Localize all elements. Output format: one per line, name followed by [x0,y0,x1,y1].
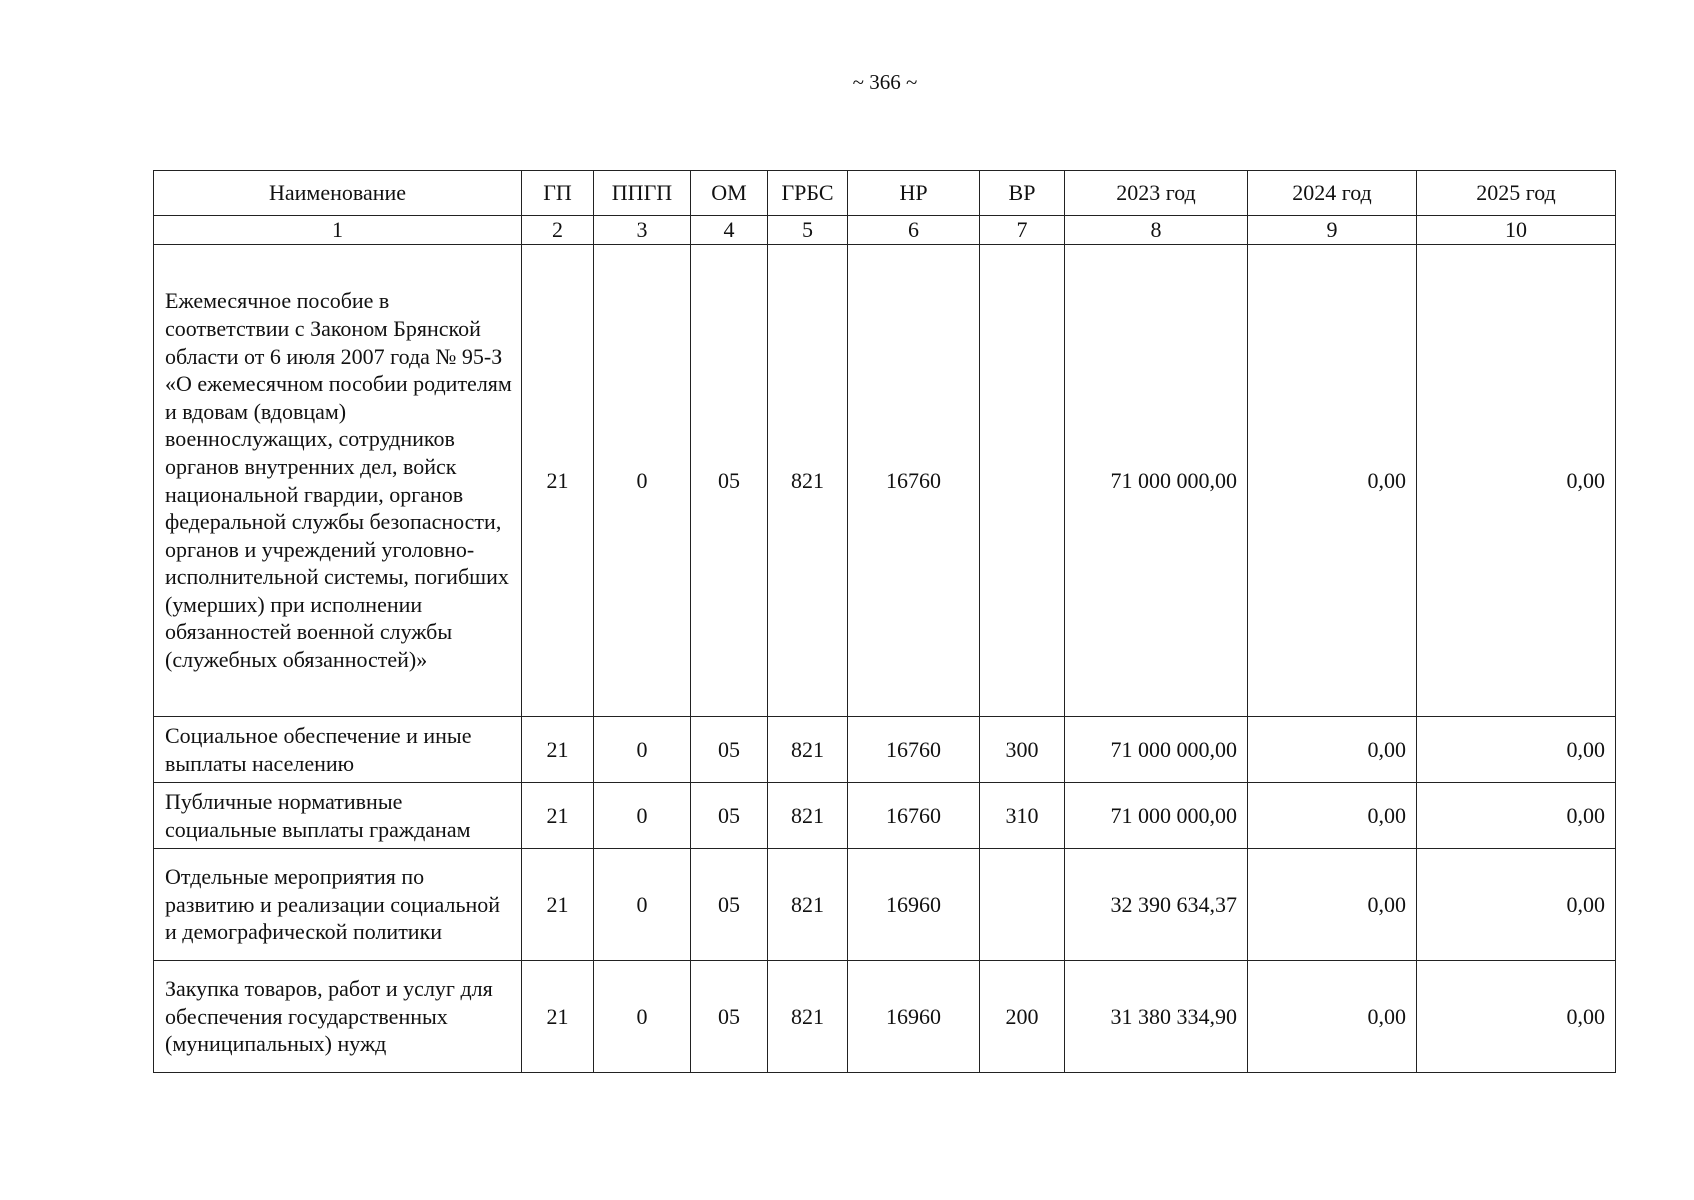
cell-2023: 71 000 000,00 [1065,717,1248,783]
column-number: 3 [594,216,691,245]
row-name: Закупка товаров, работ и услуг для обеспечения государственных (муниципальных) нужд [154,961,522,1073]
column-number: 4 [691,216,768,245]
header-name: Наименование [154,171,522,216]
cell-om: 05 [691,783,768,849]
column-number: 7 [980,216,1065,245]
cell-2023: 71 000 000,00 [1065,783,1248,849]
header-vr: ВР [980,171,1065,216]
budget-table [153,170,1616,1073]
header-ppgp: ППГП [594,171,691,216]
column-number-row [154,216,1616,245]
cell-ppgp: 0 [594,961,691,1073]
cell-2024: 0,00 [1248,245,1417,717]
cell-2025: 0,00 [1417,245,1616,717]
column-number: 6 [848,216,980,245]
cell-vr [980,245,1065,717]
header-grbs: ГРБС [768,171,848,216]
cell-ppgp: 0 [594,849,691,961]
cell-gp: 21 [522,849,594,961]
cell-grbs: 821 [768,961,848,1073]
cell-grbs: 821 [768,849,848,961]
header-nr: НР [848,171,980,216]
cell-2024: 0,00 [1248,783,1417,849]
cell-2025: 0,00 [1417,849,1616,961]
header-om: ОМ [691,171,768,216]
cell-ppgp: 0 [594,245,691,717]
cell-gp: 21 [522,783,594,849]
table-row [154,245,1616,717]
cell-2025: 0,00 [1417,783,1616,849]
column-number: 9 [1248,216,1417,245]
row-name: Публичные нормативные социальные выплаты гражданам [154,783,522,849]
cell-nr: 16960 [848,961,980,1073]
table-row [154,961,1616,1073]
cell-2023: 71 000 000,00 [1065,245,1248,717]
header-gp: ГП [522,171,594,216]
cell-gp: 21 [522,245,594,717]
header-2025: 2025 год [1417,171,1616,216]
cell-gp: 21 [522,717,594,783]
cell-2024: 0,00 [1248,849,1417,961]
cell-2023: 32 390 634,37 [1065,849,1248,961]
column-number: 10 [1417,216,1616,245]
column-number: 8 [1065,216,1248,245]
cell-2025: 0,00 [1417,961,1616,1073]
cell-om: 05 [691,961,768,1073]
cell-ppgp: 0 [594,783,691,849]
header-row [154,171,1616,216]
cell-2024: 0,00 [1248,717,1417,783]
row-name: Ежемесячное пособие в соответствии с Законом Брянской области от 6 июля 2007 года № 95-З «О ежемесячном пособии родителям и вдовам (вдовцам) военнослужащих, сотрудников органов внутренних дел, войск национальной гвардии, органов федеральной службы безопасности, органов и учреждений уголовно-исполнительной системы, погибших (умерших) при исполнении обязанностей военной службы (служебных обязанностей)» [154,245,522,717]
header-2024: 2024 год [1248,171,1417,216]
column-number: 2 [522,216,594,245]
cell-vr [980,849,1065,961]
cell-nr: 16760 [848,783,980,849]
header-2023: 2023 год [1065,171,1248,216]
row-name: Социальное обеспечение и иные выплаты населению [154,717,522,783]
cell-vr: 200 [980,961,1065,1073]
page-number: ~ 366 ~ [852,70,918,94]
column-number: 5 [768,216,848,245]
cell-ppgp: 0 [594,717,691,783]
table-row [154,849,1616,961]
cell-2025: 0,00 [1417,717,1616,783]
cell-nr: 16760 [848,245,980,717]
column-number: 1 [154,216,522,245]
cell-vr: 300 [980,717,1065,783]
cell-grbs: 821 [768,245,848,717]
cell-2024: 0,00 [1248,961,1417,1073]
cell-om: 05 [691,717,768,783]
table-row [154,717,1616,783]
table-row [154,783,1616,849]
cell-nr: 16760 [848,717,980,783]
cell-nr: 16960 [848,849,980,961]
row-name: Отдельные мероприятия по развитию и реализации социальной и демографической политики [154,849,522,961]
cell-grbs: 821 [768,783,848,849]
cell-om: 05 [691,245,768,717]
cell-grbs: 821 [768,717,848,783]
cell-vr: 310 [980,783,1065,849]
cell-om: 05 [691,849,768,961]
cell-2023: 31 380 334,90 [1065,961,1248,1073]
cell-gp: 21 [522,961,594,1073]
